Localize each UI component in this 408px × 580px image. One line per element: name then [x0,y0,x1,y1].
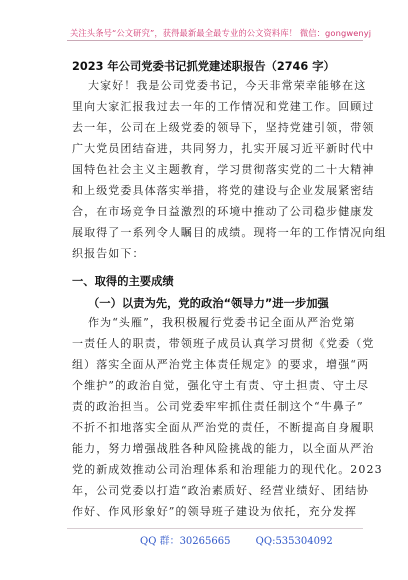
header-banner: 关注头条号“公文研究”，获得最新最全最专业的公文资料库！ 微信：gongwenyj [70,28,372,38]
body-line: 责的政治担当。公司党委牢牢抓住责任制这个“牛鼻子” [72,400,364,413]
intro-line: 去一年，公司在上级党委的领导下，坚持党建引领，带领 [72,121,375,134]
body-line: 能力，努力增强战胜各种风险挑战的能力，以全面从严治 [72,442,375,455]
qq-group-link[interactable]: QQ 群：30265665 [140,536,231,547]
intro-line: 展取得了一系列令人瞩目的成绩。现将一年的工作情况向组 [72,226,387,239]
header-divider [67,40,363,41]
intro-line: 合，在市场竞争日益激烈的环境中推动了公司稳步健康发 [72,205,375,218]
intro-line: 大家好！我是公司党委书记，今天非常荣幸能够在这 [88,79,367,92]
document-title: 2023 年公司党委书记抓党建述职报告（2746 字） [72,60,335,73]
intro-line: 国特色社会主义主题教育，学习贯彻落实党的二十大精神 [72,163,375,176]
body-line: 党的新成效推动公司治理体系和治理能力的现代化。2023 [72,463,383,476]
qq-contact-link[interactable]: QQ:535304092 [255,536,333,547]
body-line: 作好、作风形象好”的领导班子建设为依托，充分发挥 [72,505,358,518]
intro-line: 织报告如下： [72,247,145,260]
body-line: 不折不扣地落实全面从严治党的责任，不断提高自身履职 [72,421,375,434]
section-heading: 一、取得的主要成绩 [72,275,174,288]
footer-divider [67,528,363,529]
footer-contact [140,532,333,547]
intro-line: 和上级党委具体落实举措，将党的建设与企业发展紧密结 [72,184,375,197]
subsection-heading: （一）以责为先，党的政治“领导力”进一步加强 [88,297,329,310]
body-line: 一责任人的职责，带领班子成员认真学习贯彻《党委（党 [72,337,375,350]
body-line: 组）落实全面从严治党主体责任规定》的要求，增强“两 [72,358,370,371]
body-line: 年，公司党委以打造“政治素质好、经营业绩好、团结协 [72,484,370,497]
body-line: 作为“头雁”，我积极履行党委书记全面从严治党第 [88,316,356,329]
intro-line: 里向大家汇报我过去一年的工作情况和党建工作。回顾过 [72,100,375,113]
body-line: 个维护”的政治自觉，强化守土有责、守土担责、守土尽 [72,379,370,392]
intro-line: 广大党员团结奋进，共同努力，扎实开展习近平新时代中 [72,142,375,155]
